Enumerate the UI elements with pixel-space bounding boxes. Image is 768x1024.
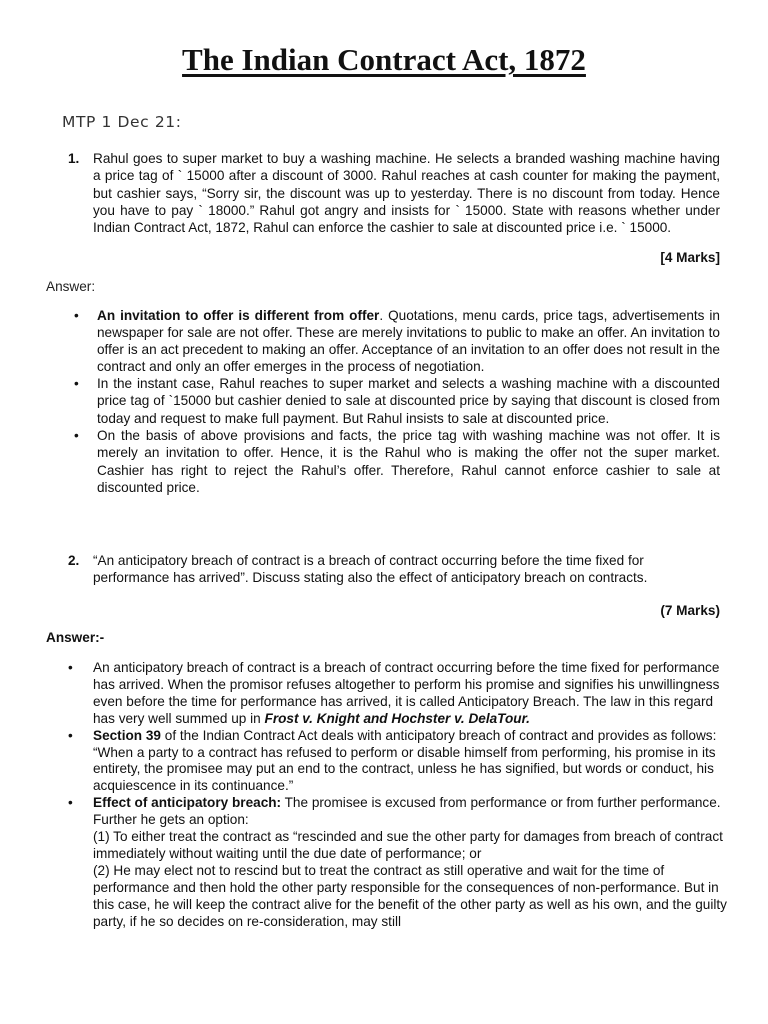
answer-label: Answer:-: [46, 630, 105, 645]
answer-text: of the Indian Contract Act deals with anticipatory breach of contract and provides as follows: “When a party to a contract has refused to perform or disable himself from performing, his promise in its entirety, the promisee may put an end to the contract, unless he has signified, but words or conduct, his acquiescence in its continuance.”: [93, 727, 717, 794]
list-item: [74, 307, 720, 375]
answer-text: On the basis of above provisions and facts, the price tag with washing machine was not offer. It is merely an invitation to offer. Hence, it is the Rahul who is making the offer not the super market. Cashier has right to reject the Rahul’s offer. Therefore, Rahul cannot enforce cashier to sale at discounted price.: [97, 427, 720, 496]
option-1-text: (1) To either treat the contract as “rescinded and sue the other party for damages from breach of contract immediately without waiting until the due date of performance; or: [93, 829, 723, 861]
question-2: [68, 552, 720, 587]
bullet-icon: •: [68, 660, 73, 675]
answer-text: . Quotations, menu cards, price tags, advertisements in newspaper for sale are not offer. These are merely invitations to public to make an offer. An invitation to offer is an act precedent to making an offer. Acceptance of an invitation to an offer does not result in the contract and only an offer emerges in the process of negotiation.: [97, 308, 720, 375]
page-title: The Indian Contract Act, 1872: [182, 42, 586, 77]
bullet-icon: •: [68, 727, 73, 743]
answer-2-list: [68, 660, 728, 931]
list-item: [68, 728, 728, 796]
answer-text: The promisee is excused from performance or from further performance. Further he gets an option:: [93, 795, 721, 828]
bullet-icon: •: [74, 308, 79, 323]
answer-text: An anticipatory breach of contract is a breach of contract occurring before the time fixed for performance has arrived. When the promisor refuses altogether to perform his promise and signifies his unwillingness even before the time for performance has arrived, it is called Anticipatory Breach. The law in this regard has very well summed up in: [93, 660, 720, 726]
answer-bold-lead: Effect of anticipatory breach:: [93, 795, 282, 811]
question-number: 1.: [68, 151, 80, 166]
option-2-text: (2) He may elect not to rescind but to treat the contract as still operative and wait for the time of performance and then hold the other party responsible for the consequences of non-performance. But in this case, he will keep the contract alive for the benefit of the other party as well as his own, and the guilty party, if he so decides on re-consideration, may still: [93, 862, 727, 929]
answer-text: In the instant case, Rahul reaches to super market and selects a washing machine with a discounted price tag of `15000 but cashier denied to sale at discounted price by saying that discount is closed from today and request to make full payment. But Rahul insists to sale at discounted price.: [97, 376, 720, 426]
list-item: [74, 427, 720, 497]
bullet-icon: •: [74, 427, 79, 443]
answer-bold-lead: Section 39: [93, 727, 161, 743]
list-item: [74, 375, 720, 426]
question-2-marks: (7 Marks): [660, 603, 720, 618]
answer-1-list: [74, 307, 720, 497]
case-citation: Frost v. Knight and Hochster v. DelaTour.: [264, 710, 530, 726]
section-label: MTP 1 Dec 21:: [62, 113, 182, 131]
question-text: “An anticipatory breach of contract is a breach of contract occurring before the time fixed for performance has arrived”. Discuss stating also the effect of anticipatory breach on contracts.: [93, 553, 648, 586]
question-text: Rahul goes to super market to buy a washing machine. He selects a branded washing machine having a price tag of ` 15000 after a discount of 3000. Rahul reaches at cash counter for making the payment, but cashier says, “Sorry sir, the discount was up to yesterday. There is no discount from today. Hence you have to pay ` 18000.” Rahul got angry and insists for ` 15000. State with reasons whether under Indian Contract Act, 1872, Rahul can enforce the cashier to sale at discounted price i.e. ` 15000.: [93, 151, 720, 236]
list-item: [68, 795, 728, 930]
bullet-icon: •: [74, 376, 79, 392]
list-item: [68, 660, 728, 728]
question-1: [68, 150, 720, 236]
bullet-icon: •: [68, 795, 73, 811]
question-1-marks: [4 Marks]: [660, 250, 720, 265]
question-number: 2.: [68, 553, 80, 568]
answer-label: Answer:: [46, 279, 96, 294]
answer-bold-lead: An invitation to offer is different from offer: [97, 308, 380, 323]
